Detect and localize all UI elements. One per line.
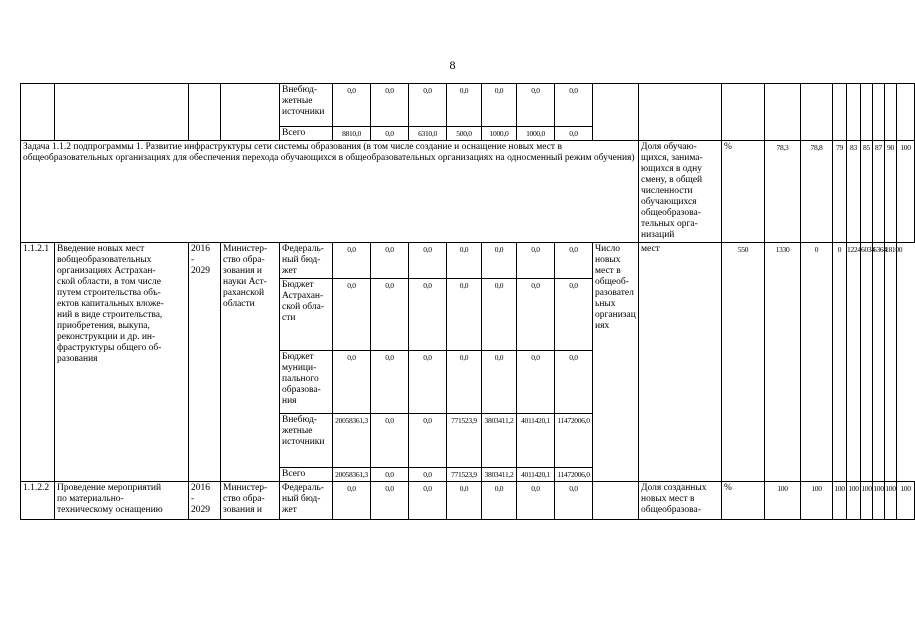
item-years: 2016 - 2029 — [189, 243, 221, 482]
amount-cell: 20058361,3 — [333, 414, 371, 468]
empty-cell — [885, 84, 897, 141]
amount-cell: 0,0 — [555, 351, 593, 414]
indicator-value: 1330 — [765, 243, 801, 482]
amount-cell: 0,0 — [333, 243, 371, 279]
amount-cell: 0,0 — [447, 482, 482, 520]
indicator-value: 83 — [847, 141, 861, 243]
empty-cell — [861, 84, 873, 141]
amount-cell: 771523,9 — [447, 468, 482, 482]
indicator-unit: % — [722, 141, 765, 243]
amount-cell: 0,0 — [409, 351, 447, 414]
amount-cell: 8810,0 — [333, 127, 371, 141]
table-row — [21, 243, 915, 279]
indicator-value: 0 — [833, 243, 847, 482]
indicator-value: 100 — [847, 482, 861, 520]
funding-source: Федераль- ный бюд- жет — [280, 243, 333, 279]
item-code: 1.1.2.2 — [21, 482, 55, 520]
task-title: Задача 1.1.2 подпрограммы 1. Развитие инфраструктуры сети системы образования (в том числе создание и оснащение новых мест в общеобразовательных организациях для обеспечения перехода обучающихся в общеобразовательных организациях на односменный режим обучения) — [21, 141, 639, 243]
amount-cell: 1000,0 — [482, 127, 517, 141]
amount-cell: 4011420,1 — [517, 468, 555, 482]
amount-cell: 4011420,1 — [517, 414, 555, 468]
empty-cell — [21, 84, 55, 141]
amount-cell: 11472006,0 — [555, 414, 593, 468]
amount-cell: 0,0 — [333, 351, 371, 414]
page-number: 8 — [449, 58, 456, 72]
empty-cell — [765, 84, 801, 141]
indicator-name: Доля обучаю- щихся, занима- ющихся в одну смену, в общей численности обучающихся общеобразова- тельных орга- низаций — [639, 141, 722, 243]
indicator-unit: % — [722, 482, 765, 520]
empty-cell — [189, 84, 221, 141]
amount-cell: 0,0 — [371, 468, 409, 482]
amount-cell: 0,0 — [409, 468, 447, 482]
empty-cell — [593, 84, 639, 141]
empty-cell — [639, 84, 722, 141]
table-row — [21, 84, 915, 127]
funding-source: Бюджет муници- пального образова- ния — [280, 351, 333, 414]
amount-cell: 0,0 — [371, 414, 409, 468]
funding-source: Внебюд- жетные источники — [280, 414, 333, 468]
funding-source: Федераль- ный бюд- жет — [280, 482, 333, 520]
amount-cell: 500,0 — [447, 127, 482, 141]
amount-cell: 0,0 — [482, 243, 517, 279]
amount-cell: 0,0 — [555, 243, 593, 279]
funding-source: Бюджет Астрахан- ской обла- сти — [280, 279, 333, 351]
indicator-value: 87 — [873, 141, 885, 243]
item-name: Введение новых мест вобщеобразовательных организациях Астрахан- ской области, в том числе путем строительства объ- ектов капитальных вложе- ний в виде строительства, приобретения, выкупа, реконструкции и др. ин- фраструктуры общего об- разования — [55, 243, 189, 482]
funding-source: Всего — [280, 468, 333, 482]
empty-cell — [593, 482, 639, 520]
amount-cell: 0,0 — [517, 482, 555, 520]
amount-cell: 0,0 — [409, 414, 447, 468]
indicator-name: Число новых мест в общеоб- разовательных организациях — [593, 243, 639, 482]
amount-cell: 0,0 — [371, 127, 409, 141]
amount-cell: 0,0 — [371, 482, 409, 520]
amount-cell: 0,0 — [482, 279, 517, 351]
indicator-value: 6034 — [861, 243, 873, 482]
item-executor: Министер- ство обра- зования и — [221, 482, 280, 520]
empty-cell — [55, 84, 189, 141]
amount-cell: 0,0 — [482, 84, 517, 127]
indicator-value: 100 — [897, 141, 915, 243]
amount-cell: 0,0 — [482, 482, 517, 520]
item-years: 2016 - 2029 — [189, 482, 221, 520]
item-name: Проведение мероприятий по материально- техническому оснащению — [55, 482, 189, 520]
empty-cell — [847, 84, 861, 141]
indicator-value: 100 — [765, 482, 801, 520]
amount-cell: 0,0 — [555, 127, 593, 141]
indicator-value: 85 — [861, 141, 873, 243]
amount-cell: 0,0 — [517, 351, 555, 414]
amount-cell: 3803411,2 — [482, 414, 517, 468]
empty-cell — [722, 84, 765, 141]
amount-cell: 0,0 — [409, 84, 447, 127]
program-table — [20, 83, 915, 520]
empty-cell — [221, 84, 280, 141]
amount-cell: 0,0 — [371, 243, 409, 279]
amount-cell: 0,0 — [371, 351, 409, 414]
amount-cell: 0,0 — [447, 279, 482, 351]
indicator-value: 78,8 — [801, 141, 833, 243]
indicator-value: 1224 — [847, 243, 861, 482]
funding-source: Всего — [280, 127, 333, 141]
indicator-value: 18100 — [885, 243, 897, 482]
indicator-value: 79 — [833, 141, 847, 243]
amount-cell: 0,0 — [555, 279, 593, 351]
amount-cell: 0,0 — [447, 84, 482, 127]
amount-cell: 0,0 — [517, 243, 555, 279]
amount-cell: 11472006,0 — [555, 468, 593, 482]
indicator-name: Доля созданных новых мест в общеобразова- — [639, 482, 722, 520]
amount-cell: 0,0 — [333, 84, 371, 127]
amount-cell: 1000,0 — [517, 127, 555, 141]
indicator-value: 6364 — [873, 243, 885, 482]
item-executor: Министер- ство обра- зования и науки Аст- раханской области — [221, 243, 280, 482]
amount-cell: 771523,9 — [447, 414, 482, 468]
indicator-value: 550 — [722, 243, 765, 482]
amount-cell: 0,0 — [555, 84, 593, 127]
funding-source: Внебюд- жетные источники — [280, 84, 333, 127]
indicator-value: 100 — [885, 482, 897, 520]
amount-cell: 0,0 — [482, 351, 517, 414]
amount-cell: 0,0 — [333, 279, 371, 351]
indicator-value: 0 — [801, 243, 833, 482]
amount-cell: 3803411,2 — [482, 468, 517, 482]
indicator-value: 100 — [861, 482, 873, 520]
amount-cell: 0,0 — [447, 351, 482, 414]
indicator-value: 78,3 — [765, 141, 801, 243]
amount-cell: 0,0 — [555, 482, 593, 520]
amount-cell: 20058361,3 — [333, 468, 371, 482]
amount-cell: 0,0 — [517, 279, 555, 351]
indicator-value: 100 — [897, 482, 915, 520]
indicator-value: 90 — [885, 141, 897, 243]
indicator-unit: мест — [639, 243, 722, 482]
amount-cell: 0,0 — [333, 482, 371, 520]
empty-cell — [833, 84, 847, 141]
table-row — [21, 482, 915, 520]
empty-cell — [897, 84, 915, 141]
amount-cell: 0,0 — [371, 279, 409, 351]
item-code: 1.1.2.1 — [21, 243, 55, 482]
amount-cell: 0,0 — [517, 84, 555, 127]
indicator-value: 100 — [873, 482, 885, 520]
amount-cell: 0,0 — [409, 482, 447, 520]
empty-cell — [873, 84, 885, 141]
amount-cell: 0,0 — [447, 243, 482, 279]
indicator-value: 100 — [801, 482, 833, 520]
amount-cell: 0,0 — [371, 84, 409, 127]
amount-cell: 0,0 — [409, 279, 447, 351]
amount-cell: 6310,0 — [409, 127, 447, 141]
amount-cell: 0,0 — [409, 243, 447, 279]
task-row — [21, 141, 915, 243]
empty-cell — [801, 84, 833, 141]
indicator-value: 100 — [833, 482, 847, 520]
